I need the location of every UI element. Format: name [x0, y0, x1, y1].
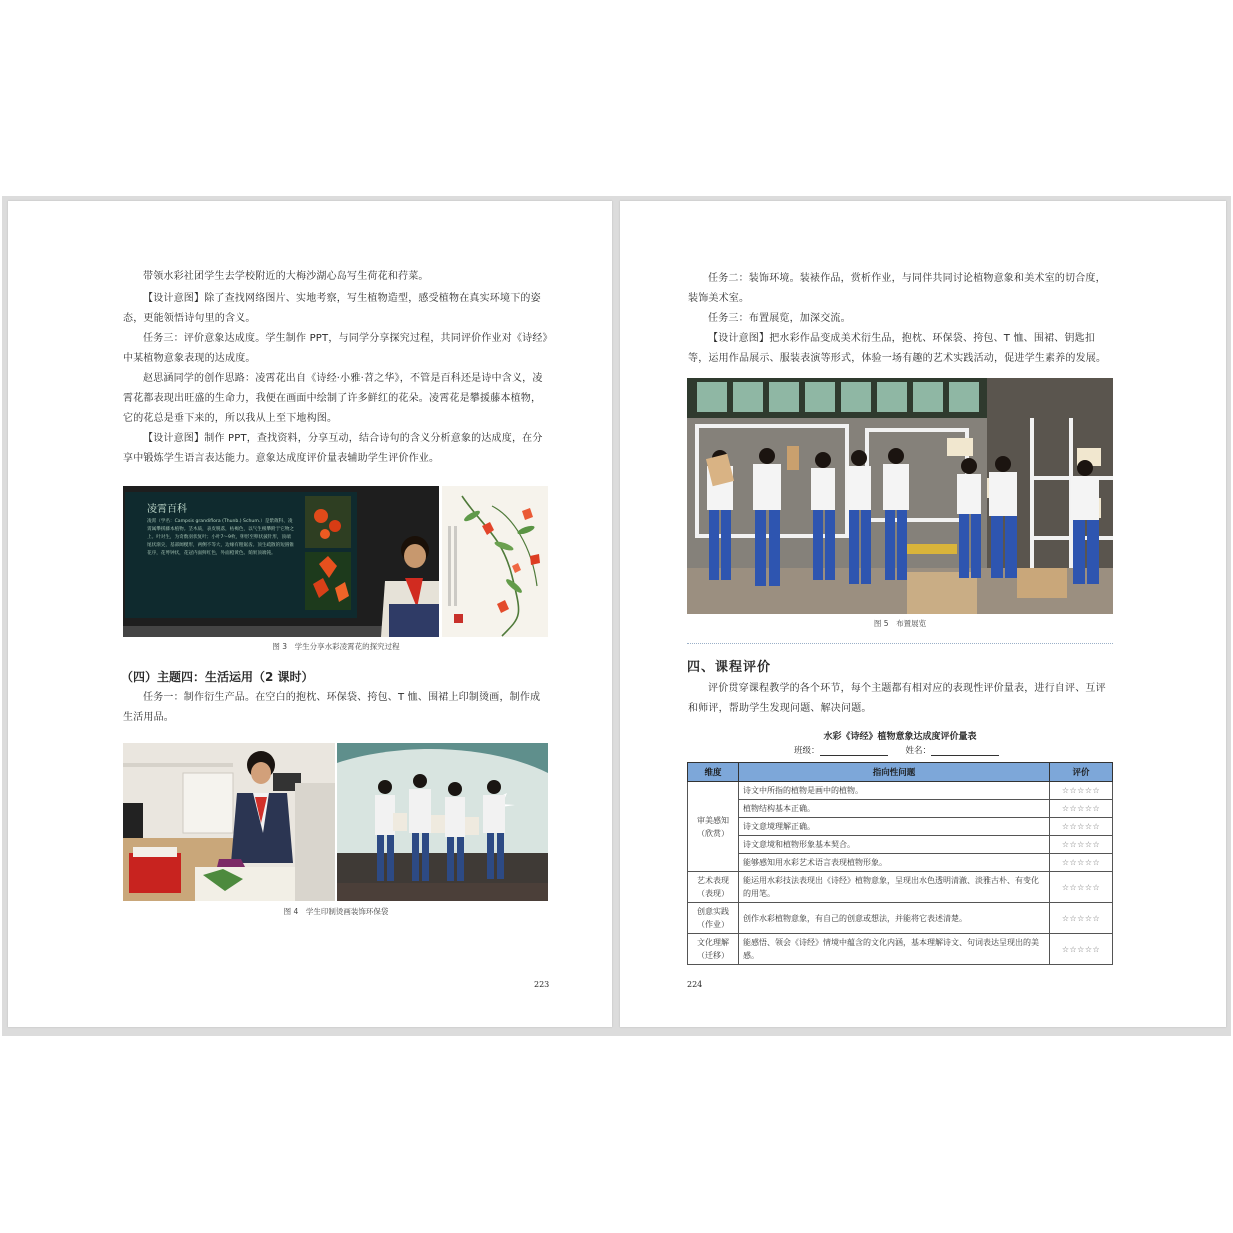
table-row — [688, 872, 1113, 903]
star-rating[interactable]: ☆☆☆☆☆ — [1050, 934, 1113, 965]
students-with-bags-illustration — [337, 743, 548, 901]
ironing-scene-illustration — [123, 743, 335, 901]
header-rating: 评价 — [1050, 763, 1113, 782]
table-row — [688, 836, 1113, 854]
dimension-cell: 文化理解（迁移） — [688, 934, 739, 965]
star-rating[interactable]: ☆☆☆☆☆ — [1050, 818, 1113, 836]
right-page — [620, 201, 1226, 1027]
class-label: 班级： — [794, 746, 820, 756]
figure-3-presentation-photo — [123, 486, 439, 637]
paragraph: 评价贯穿课程教学的各个环节，每个主题都有相对应的表现性评价量表，进行自评、互评和师评，帮助学生发现问题、解决问题。 — [688, 683, 1106, 714]
question-cell: 能够感知用水彩艺术语言表现植物形象。 — [739, 854, 1050, 872]
paragraph: 【设计意图】制作 PPT，查找资料，分享互动，结合诗句的含义分析意象的达成度，在分享中锻炼学生语言表达能力。意象达成度评价量表辅助学生评价作业。 — [123, 433, 543, 464]
header-dimension: 维度 — [688, 763, 739, 782]
dimension-cell: 艺术表现（表现） — [688, 872, 739, 903]
star-rating[interactable]: ☆☆☆☆☆ — [1050, 872, 1113, 903]
table-row — [688, 934, 1113, 965]
star-rating[interactable]: ☆☆☆☆☆ — [1050, 836, 1113, 854]
section-divider — [687, 643, 1113, 644]
star-rating[interactable]: ☆☆☆☆☆ — [1050, 854, 1113, 872]
question-cell: 能感悟、领会《诗经》情境中蕴含的文化内涵，基本理解诗文、句词表达呈现出的美感。 — [739, 934, 1050, 965]
figure-4-ironing-photo — [123, 743, 335, 901]
star-rating[interactable]: ☆☆☆☆☆ — [1050, 800, 1113, 818]
question-cell: 诗文意境和植物形象基本契合。 — [739, 836, 1050, 854]
table-row — [688, 800, 1113, 818]
table-fields — [794, 744, 1017, 756]
paragraph: 带领水彩社团学生去学校附近的大梅沙湖心岛写生荷花和荇菜。 — [143, 271, 429, 282]
dimension-cell: 审美感知（欣赏） — [688, 782, 739, 872]
question-cell: 诗文中所指的植物是画中的植物。 — [739, 782, 1050, 800]
topic-4-heading: （四）主题四：生活运用（2 课时） — [121, 670, 314, 684]
name-blank — [931, 746, 999, 756]
left-page — [8, 201, 612, 1027]
evaluation-rubric-table — [687, 762, 1113, 965]
paragraph: 任务二：装饰环境。装裱作品，赏析作业，与同伴共同讨论植物意象和美术室的切合度，装饰美术室。 — [688, 273, 1106, 304]
paragraph: 赵思涵同学的创作思路：凌霄花出自《诗经·小雅·苕之华》，不管是百科还是诗中含义，凌霄花都表现出旺盛的生命力，我便在画面中绘制了许多鲜红的花朵。凌霄花是攀援藤本植物，它的花总是垂下来的，所以我从上至下地构图。 — [123, 373, 543, 424]
slide-title: 凌霄百科 — [147, 504, 187, 515]
question-cell: 能运用水彩技法表现出《诗经》植物意象，呈现出水色透明清澈、淡雅古朴、有变化的用笔。 — [739, 872, 1050, 903]
paragraph: 任务三：布置展览，加深交流。 — [708, 313, 851, 324]
figure-5-caption: 图 5 布置展览 — [873, 619, 927, 628]
page-number: 223 — [534, 980, 550, 989]
paragraph: 【设计意图】把水彩作品变成美术衍生品，抱枕、环保袋、挎包、T 恤、围裙、钥匙扣等，运用作品展示、服装表演等形式，体验一场有趣的艺术实践活动，促进学生素养的发展。 — [688, 333, 1107, 364]
dimension-cell: 创意实践（作业） — [688, 903, 739, 934]
class-blank — [820, 746, 888, 756]
table-row — [688, 854, 1113, 872]
name-label: 姓名： — [905, 746, 932, 756]
table-row — [688, 903, 1113, 934]
exhibition-scene-illustration — [687, 378, 1113, 614]
table-title: 水彩《诗经》植物意象达成度评价量表 — [823, 732, 977, 742]
book-spread — [2, 196, 1231, 1036]
star-rating[interactable]: ☆☆☆☆☆ — [1050, 782, 1113, 800]
figure-4-group-photo — [337, 743, 548, 901]
question-cell: 植物结构基本正确。 — [739, 800, 1050, 818]
page-number: 224 — [687, 980, 703, 989]
paragraph: 任务三：评价意象达成度。学生制作 PPT，与同学分享探究过程，共同评价作业对《诗经》中某植物意象表现的达成度。 — [123, 333, 548, 364]
slide-body-text: 凌霄（学名：Campsis grandiflora (Thunb.) Schum.）是紫葳科、凌霄属攀援藤本植物。茎木质，表皮脱落，枯褐色，以气生根攀附于它物之上。叶对生，为奇数羽状复叶；小叶7～9枚，卵形至卵状披针形，顶端尾状渐尖，基部阔楔形，两侧不等大，边缘有粗锯齿。顶生疏散的短圆锥花序，花萼钟状，花冠内面鲜红色，外面橙黄色。蒴果顶端钝。 — [147, 519, 295, 556]
table-row — [688, 818, 1113, 836]
star-rating[interactable]: ☆☆☆☆☆ — [1050, 903, 1113, 934]
table-row — [688, 782, 1113, 800]
question-cell: 创作水彩植物意象，有自己的创意或想法，并能将它表述清楚。 — [739, 903, 1050, 934]
figure-4-caption: 图 4 学生印制烫画装饰环保袋 — [283, 907, 389, 916]
paragraph: 任务一：制作衍生产品。在空白的抱枕、环保袋、挎包、T 恤、围裙上印制烫画，制作成生活用品。 — [123, 692, 541, 723]
question-cell: 诗文意境理解正确。 — [739, 818, 1050, 836]
figure-3-caption: 图 3 学生分享水彩凌霄花的探究过程 — [272, 642, 400, 651]
header-question: 指向性问题 — [739, 763, 1050, 782]
section-4-heading: 四、课程评价 — [687, 660, 772, 675]
figure-3-watercolor-painting — [442, 486, 548, 637]
trumpet-vine-painting-illustration — [442, 486, 548, 637]
figure-5-exhibition-photo — [687, 378, 1113, 614]
paragraph: 【设计意图】除了查找网络图片、实地考察，写生植物造型，感受植物在真实环境下的姿态，更能领悟诗句里的含义。 — [123, 293, 541, 324]
